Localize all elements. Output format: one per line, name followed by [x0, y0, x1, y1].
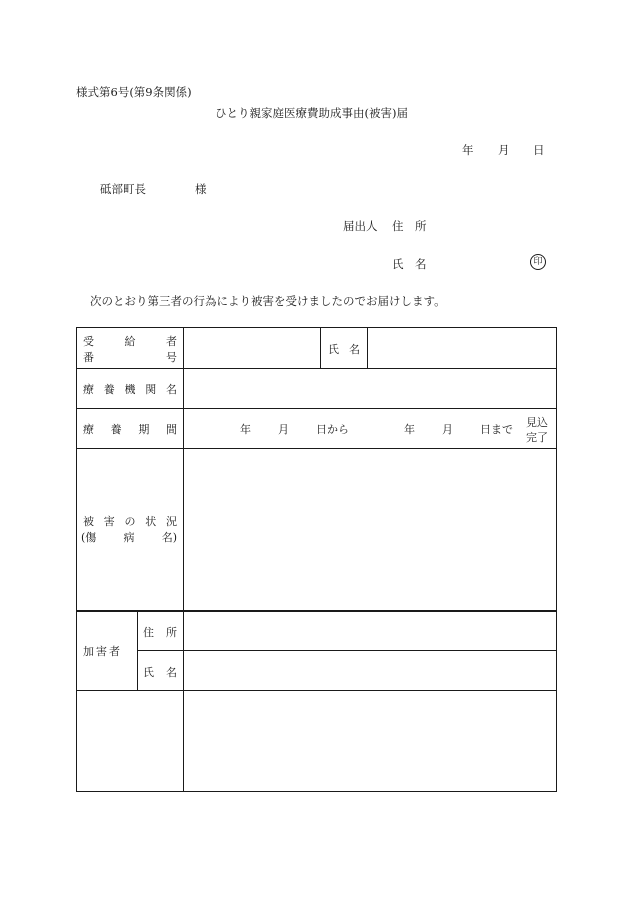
period-from-year: 年: [240, 423, 251, 436]
damage-label-line1: 被 害 の 状 況: [83, 515, 177, 528]
assailant-address-field[interactable]: [189, 614, 549, 646]
date-year-label: 年: [462, 143, 474, 157]
name-label: 氏 名: [328, 343, 360, 356]
period-from-day: 日から: [316, 423, 349, 436]
applicant-name-char-1: 氏: [392, 257, 404, 271]
assailant-address-label: 住 所: [143, 626, 177, 639]
treatment-period-label: 療 養 期 間: [83, 423, 177, 436]
recipient-number-label-line2: 番 号: [83, 351, 177, 364]
medical-institution-label: 療 養 機 関 名: [83, 383, 177, 396]
medical-institution-field[interactable]: [189, 372, 549, 404]
seal-mark: 印: [530, 254, 546, 270]
form-number: 様式第6号(第9条関係): [76, 85, 192, 99]
damage-label-line2: (傷 病 名): [81, 531, 177, 544]
applicant-address-char-1: 住: [392, 219, 404, 233]
statement-text: 次のとおり第三者の行為により被害を受けましたのでお届けします。: [90, 294, 446, 308]
form-title: ひとり親家庭医療費助成事由(被害)届: [215, 106, 408, 120]
assailant-label: 加害者: [83, 645, 122, 658]
addressee-honorific: 様: [195, 182, 207, 196]
recipient-name-field[interactable]: [373, 332, 549, 364]
addressee-town: 砥部町長: [100, 182, 146, 196]
period-to-day: 日まで: [480, 423, 513, 436]
assailant-name-field[interactable]: [189, 654, 549, 686]
recipient-number-label-line1: 受 給 者: [83, 335, 177, 348]
remarks-field[interactable]: [189, 696, 549, 786]
recipient-number-field[interactable]: [189, 332, 315, 364]
date-month-label: 月: [498, 143, 510, 157]
period-to-month: 月: [442, 423, 453, 436]
status-completed[interactable]: 完了: [526, 431, 548, 444]
damage-description-field[interactable]: [189, 452, 549, 606]
status-expected[interactable]: 見込: [526, 416, 548, 429]
period-to-year: 年: [404, 423, 415, 436]
applicant-label: 届出人: [343, 219, 378, 233]
application-table: [76, 327, 557, 792]
assailant-name-label: 氏 名: [143, 666, 177, 679]
applicant-name-char-2: 名: [415, 257, 427, 271]
period-from-month: 月: [278, 423, 289, 436]
date-day-label: 日: [533, 143, 545, 157]
applicant-address-char-2: 所: [415, 219, 427, 233]
